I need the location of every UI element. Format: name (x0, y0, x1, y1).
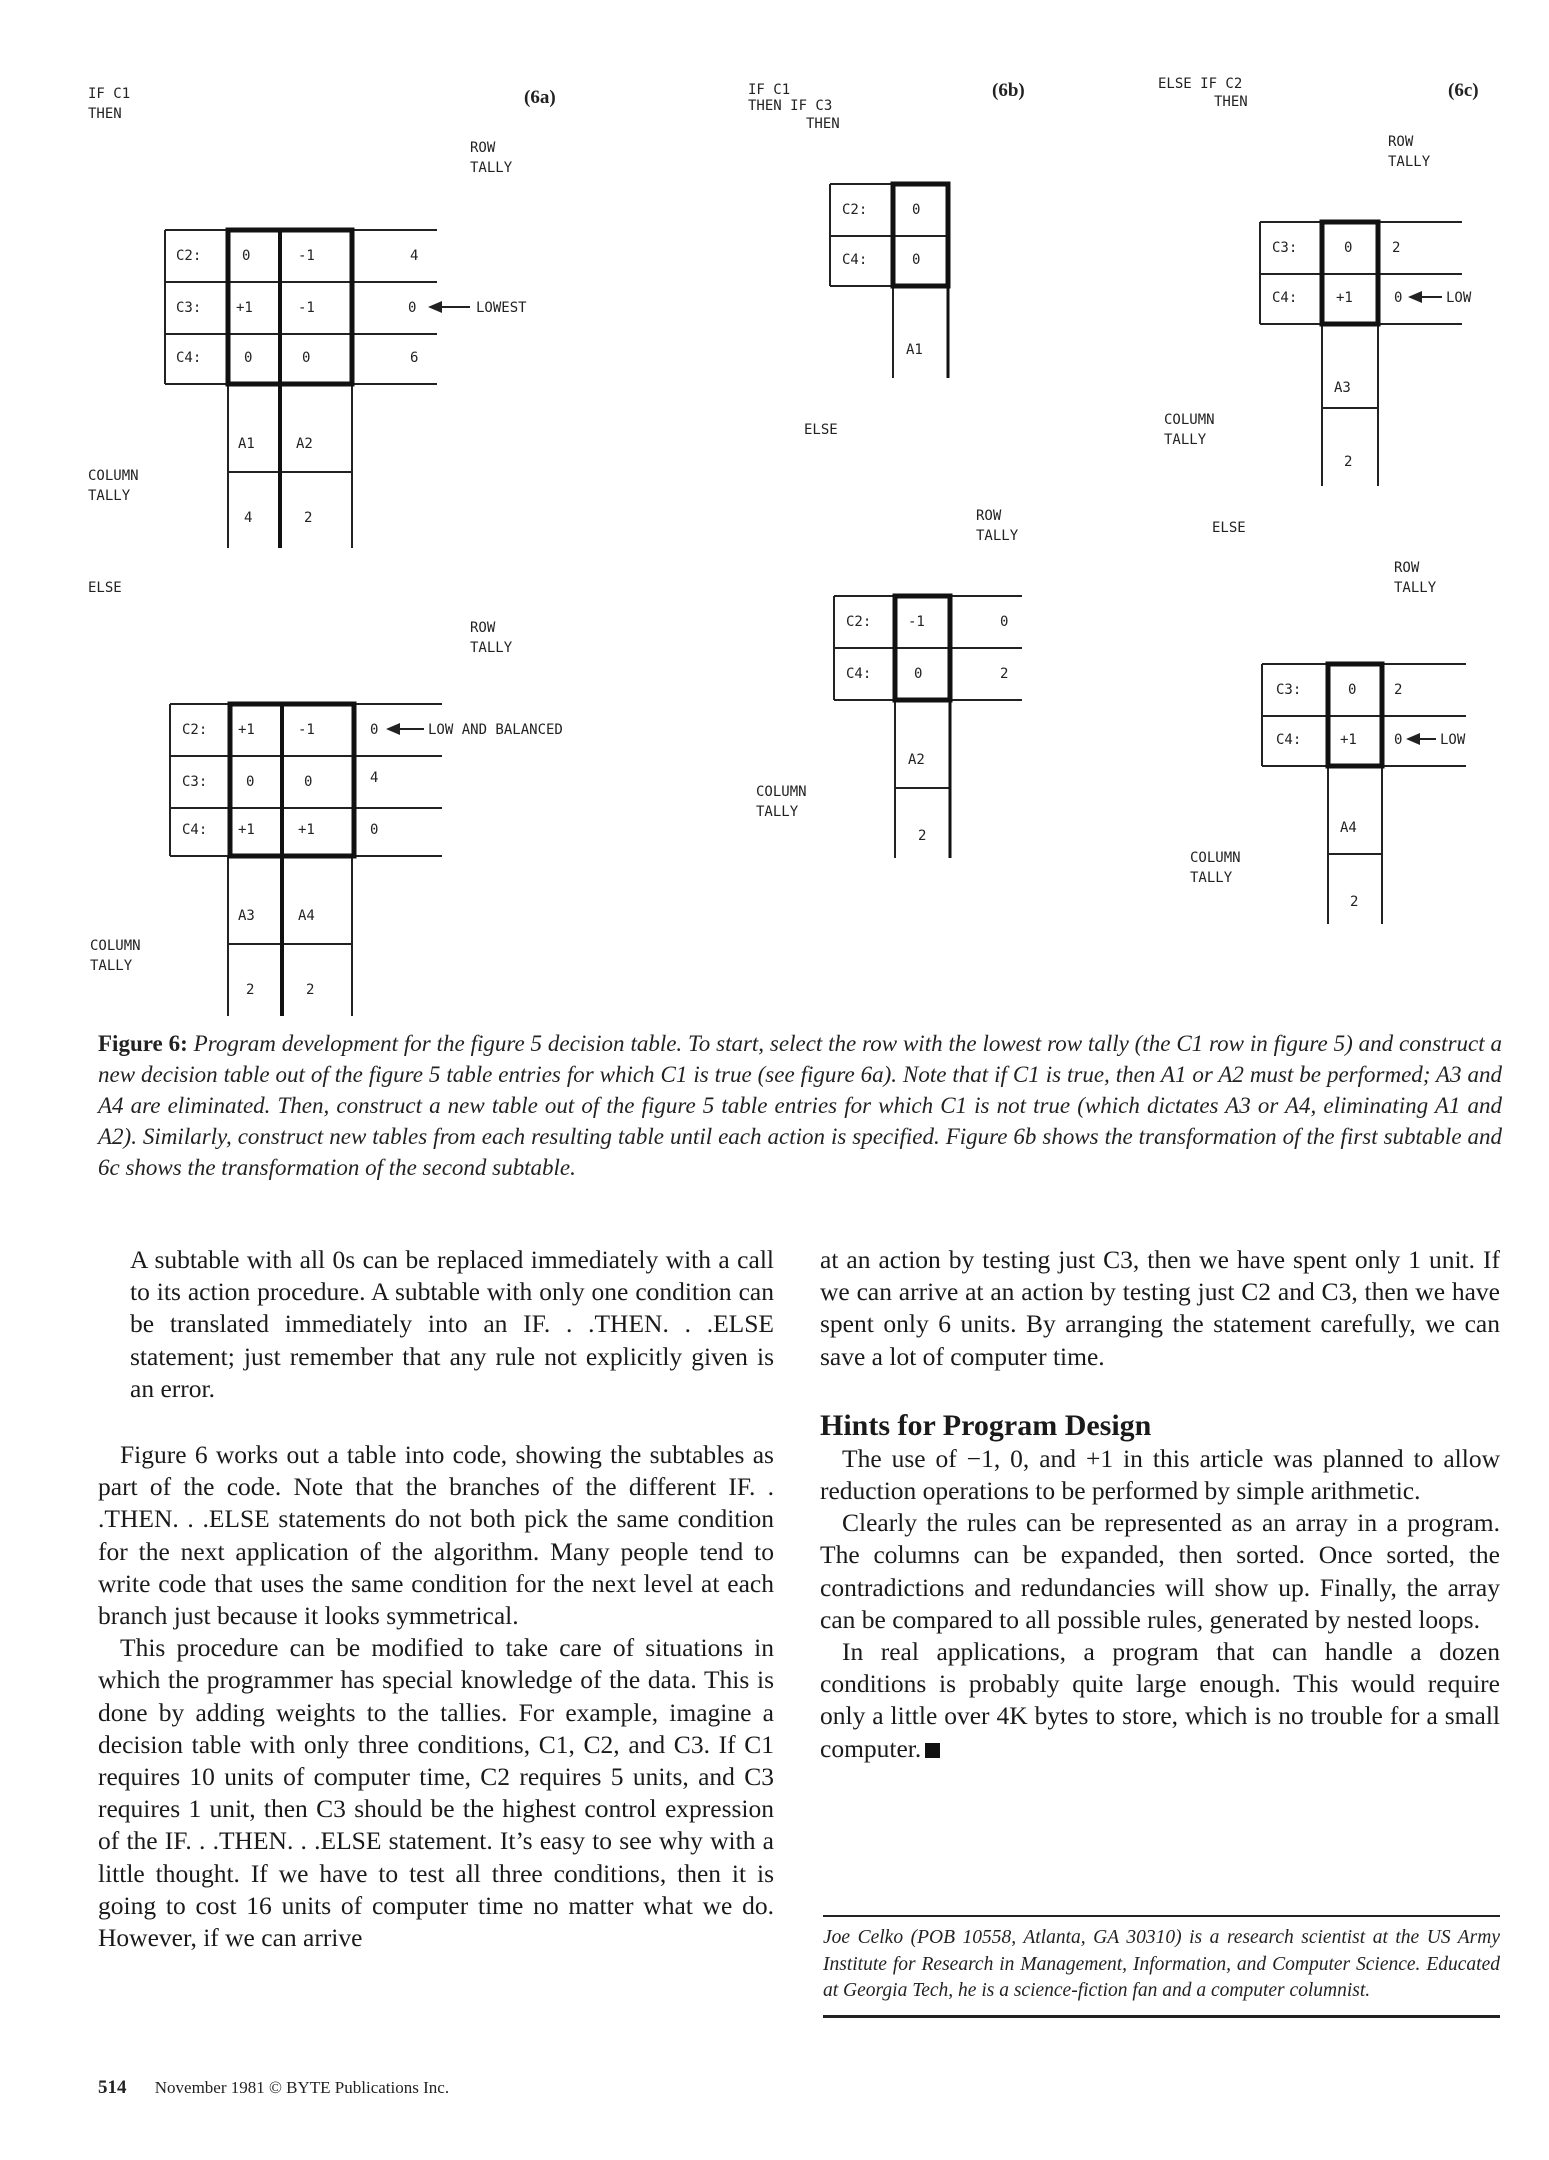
panel-a-balanced-note: LOW AND BALANCED (428, 722, 563, 738)
panel-a-bottom-row3-label: C4: (182, 822, 208, 838)
panel-b-bottom-coltally: 2 (918, 828, 927, 844)
right-col-paragraph-1: at an action by testing just C3, then we have spent only 1 unit. If we can arrive at an action by testing just C2 and C3, then we have spent only 6 units. By arranging the statement carefully, we can save a lot of computer time. (820, 1245, 1500, 1371)
section-heading: Hints for Program Design (820, 1408, 1152, 1442)
panel-b-top-row1-cell: 0 (912, 202, 921, 218)
panel-a-bottom-row2-cell1: 0 (246, 774, 255, 790)
page-number: 514 (98, 2077, 127, 2098)
panel-a-col-tally-1: COLUMN (88, 468, 139, 484)
panel-b-col-tally-1: COLUMN (756, 784, 807, 800)
panel-a-row-tally-1: ROW (470, 140, 496, 156)
panel-a-header-2: THEN (88, 106, 122, 122)
panel-b-row-tally-1: ROW (976, 508, 1002, 524)
panel-a-top-action1: A1 (238, 436, 255, 452)
panel-c-top-row2-tally: 0 (1394, 290, 1403, 306)
panel-a-row-tally-2: TALLY (470, 160, 513, 176)
panel-c-bottom-row2-cell: +1 (1340, 732, 1357, 748)
panel-a-bottom-action2: A4 (298, 908, 315, 924)
panel-a-top-row1-tally: 4 (410, 248, 419, 264)
panel-b-bottom-row1-tally: 0 (1000, 614, 1009, 630)
caption-text: Program development for the figure 5 decision table. To start, select the row with the lowest row tally (the C1 row in figure 5) and construct a new decision table out of the figure 5 table entries for which C1 is true (see figure 6a). Note that if C1 is true, then A1 or A2 must be performed; A3 and A4 are eliminated. Then, construct a new table out of the figure 5 table entries for which C1 is not true (which dictates A3 or A4, eliminating A1 and A2). Similarly, construct new tables from each resulting table until each action is specified. Figure 6b shows the transformation of the first subtable and 6c shows the transformation of the second subtable. (98, 1031, 1503, 1180)
panel-a-top-row2-cell1: +1 (236, 300, 253, 316)
panel-b-header-2: THEN IF C3 (748, 98, 833, 114)
panel-c-else: ELSE (1212, 520, 1246, 536)
panel-c-bottom-row1-label: C3: (1276, 682, 1302, 698)
panel-a-header-1: IF C1 (88, 86, 131, 102)
panel-a-top-row3-label: C4: (176, 350, 202, 366)
panel-a-bottom-row1-label: C2: (182, 722, 208, 738)
panel-a-bottom-action1: A3 (238, 908, 255, 924)
panel-b-bottom-table-grid (834, 596, 1022, 858)
panel-a-top-row3-cell2: 0 (302, 350, 311, 366)
panel-b-top-action: A1 (906, 342, 923, 358)
panel-c-top-table-grid (1260, 222, 1462, 486)
panel-a-col-tally-2: TALLY (88, 488, 131, 504)
panel-a-bottom-row1-cell2: -1 (298, 722, 315, 738)
panel-a-top-table-grid (165, 230, 437, 548)
panel-a-bottom-row-tally-2: TALLY (470, 640, 513, 656)
panel-c-bottom-table-grid (1262, 664, 1466, 924)
panel-b-bottom-row1-cell: -1 (908, 614, 925, 630)
panel-c-bottom-row2-label: C4: (1276, 732, 1302, 748)
panel-b-bottom-row2-cell: 0 (914, 666, 923, 682)
panel-c-bottom-col-tally-2: TALLY (1190, 870, 1233, 886)
right-col-paragraph-3: Clearly the rules can be represented as an array in a program. The columns can be expanded, then sorted. Once sorted, the contradictions and redundancies will show up. Finally, the array can be compared to all possible rules, generated by nested loops. (820, 1508, 1500, 1634)
panel-c-bottom-row1-cell: 0 (1348, 682, 1357, 698)
panel-a-bottom-table-grid (170, 704, 442, 1016)
panel-c-label: (6c) (1448, 80, 1479, 101)
panel-b-top-row2-cell: 0 (912, 252, 921, 268)
footer-text: November 1981 © BYTE Publications Inc. (154, 2078, 450, 2097)
left-column (98, 1244, 774, 1954)
panel-b-label: (6b) (992, 80, 1025, 101)
panel-b-else: ELSE (804, 422, 838, 438)
panel-c-header-1: ELSE IF C2 (1158, 76, 1243, 92)
panel-c-top-low-note: LOW (1446, 290, 1472, 306)
figure-6-diagram (0, 0, 1549, 1040)
caption-label: Figure 6: (98, 1031, 188, 1056)
panel-c-bottom-row-tally-2: TALLY (1394, 580, 1437, 596)
panel-c-top-row1-tally: 2 (1392, 240, 1401, 256)
panel-a-lowest-arrow (428, 301, 470, 313)
panel-b-top-row1-label: C2: (842, 202, 868, 218)
panel-c-top-row1-cell: 0 (1344, 240, 1353, 256)
panel-a-top-coltally1: 4 (244, 510, 253, 526)
panel-a-bottom-row1-cell1: +1 (238, 722, 255, 738)
panel-a-top-row2-label: C3: (176, 300, 202, 316)
panel-b-header-3: THEN (806, 116, 840, 132)
panel-c-bottom-low-arrow (1406, 733, 1436, 745)
panel-a-top-coltally2: 2 (304, 510, 313, 526)
panel-c-bottom-row-tally-1: ROW (1394, 560, 1420, 576)
left-col-paragraph-1: A subtable with all 0s can be replaced immediately with a call to its action procedure. A subtable with only one condition can be translated immediately into an IF. . .THEN. . .ELSE statement; just remember that any rule not explicitly given is an error. (130, 1245, 774, 1403)
panel-c-row-tally-1: ROW (1388, 134, 1414, 150)
panel-b-bottom-action: A2 (908, 752, 925, 768)
panel-a-bottom-row2-cell2: 0 (304, 774, 313, 790)
right-col-paragraph-4-text: In real applications, a program that can handle a dozen conditions is probably quite large enough. This would require only a little over 4K bytes to store, which is no trouble for a small computer. (820, 1637, 1500, 1763)
panel-a-bottom-row2-tally: 4 (370, 770, 379, 786)
panel-c-bottom-low-note: LOW (1440, 732, 1466, 748)
panel-a-bottom-col-tally-1: COLUMN (90, 938, 141, 954)
left-col-paragraph-2: Figure 6 works out a table into code, showing the subtables as part of the code. Note that the branches of the different IF. . .THEN. . .ELSE statements do not both pick the same condition for the next application of the algorithm. Many people tend to write code that uses the same condition for the next level at each branch just because it looks symmetrical. (98, 1440, 774, 1631)
author-bio: Joe Celko (POB 10558, Atlanta, GA 30310) is a research scientist at the US Army Institute for Research in Management, Information, and Computer Science. Educated at Georgia Tech, he is a science-fiction fan and a computer columnist. (823, 1915, 1500, 2018)
panel-c-col-tally-1: COLUMN (1164, 412, 1215, 428)
panel-c-col-tally-2: TALLY (1164, 432, 1207, 448)
panel-a-bottom-row-tally-1: ROW (470, 620, 496, 636)
panel-a-bottom-row3-cell1: +1 (238, 822, 255, 838)
panel-a-top-row1-cell2: -1 (298, 248, 315, 264)
panel-a-top-row1-label: C2: (176, 248, 202, 264)
panel-c-bottom-coltally: 2 (1350, 894, 1359, 910)
panel-c-top-low-arrow (1408, 291, 1442, 303)
panel-b-col-tally-2: TALLY (756, 804, 799, 820)
panel-c-top-coltally: 2 (1344, 454, 1353, 470)
right-col-paragraph-4 (820, 1636, 1500, 1765)
panel-c-header-2: THEN (1214, 94, 1248, 110)
panel-c-bottom-row1-tally: 2 (1394, 682, 1403, 698)
panel-a-balanced-arrow (386, 723, 424, 735)
panel-a-top-action2: A2 (296, 436, 313, 452)
panel-c-top-row2-cell: +1 (1336, 290, 1353, 306)
panel-c-bottom-action: A4 (1340, 820, 1357, 836)
panel-b-top-row2-label: C4: (842, 252, 868, 268)
panel-a-bottom-coltally2: 2 (306, 982, 315, 998)
panel-c-top-row2-label: C4: (1272, 290, 1298, 306)
panel-c-row-tally-2: TALLY (1388, 154, 1431, 170)
panel-a-bottom-row2-label: C3: (182, 774, 208, 790)
right-col-paragraph-2: The use of −1, 0, and +1 in this article was planned to allow reduction operations to be performed by simple arithmetic. (820, 1443, 1500, 1506)
panel-a-else: ELSE (88, 580, 122, 596)
panel-a-top-row3-cell1: 0 (244, 350, 253, 366)
panel-c-bottom-row2-tally: 0 (1394, 732, 1403, 748)
panel-b-bottom-row2-tally: 2 (1000, 666, 1009, 682)
panel-a-bottom-row3-tally: 0 (370, 822, 379, 838)
panel-c-bottom-col-tally-1: COLUMN (1190, 850, 1241, 866)
panel-a-bottom-row3-cell2: +1 (298, 822, 315, 838)
page-footer (98, 2077, 449, 2099)
figure-6 (0, 0, 1549, 1040)
panel-b-bottom-row2-label: C4: (846, 666, 872, 682)
panel-a-top-row2-tally: 0 (408, 300, 417, 316)
panel-a-label: (6a) (524, 87, 556, 108)
panel-b-header-1: IF C1 (748, 82, 791, 98)
panel-b-bottom-row1-label: C2: (846, 614, 872, 630)
panel-c-top-row1-label: C3: (1272, 240, 1298, 256)
panel-a-top-row3-tally: 6 (410, 350, 419, 366)
right-column (820, 1244, 1500, 1765)
left-col-paragraph-3: This procedure can be modified to take care of situations in which the programmer has special knowledge of the data. This is done by adding weights to the tallies. For example, imagine a decision table with only three conditions, C1, C2, and C3. If C1 requires 10 units of computer time, C2 requires 5 units, and C3 requires 1 unit, then C3 should be the highest control expression of the IF. . .THEN. . .ELSE statement. It’s easy to see why with a little thought. If we have to test all three conditions, then it is going to cost 16 units of computer time no matter what we do. However, if we can arrive (98, 1633, 774, 1953)
end-mark-icon (925, 1743, 940, 1758)
panel-a-lowest-note: LOWEST (476, 300, 527, 316)
panel-a-top-row2-cell2: -1 (298, 300, 315, 316)
panel-a-bottom-col-tally-2: TALLY (90, 958, 133, 974)
figure-caption (98, 1028, 1502, 1183)
panel-a-bottom-coltally1: 2 (246, 982, 255, 998)
panel-c-top-action: A3 (1334, 380, 1351, 396)
panel-a-bottom-row1-tally: 0 (370, 722, 379, 738)
panel-b-row-tally-2: TALLY (976, 528, 1019, 544)
panel-a-top-row1-cell1: 0 (242, 248, 251, 264)
